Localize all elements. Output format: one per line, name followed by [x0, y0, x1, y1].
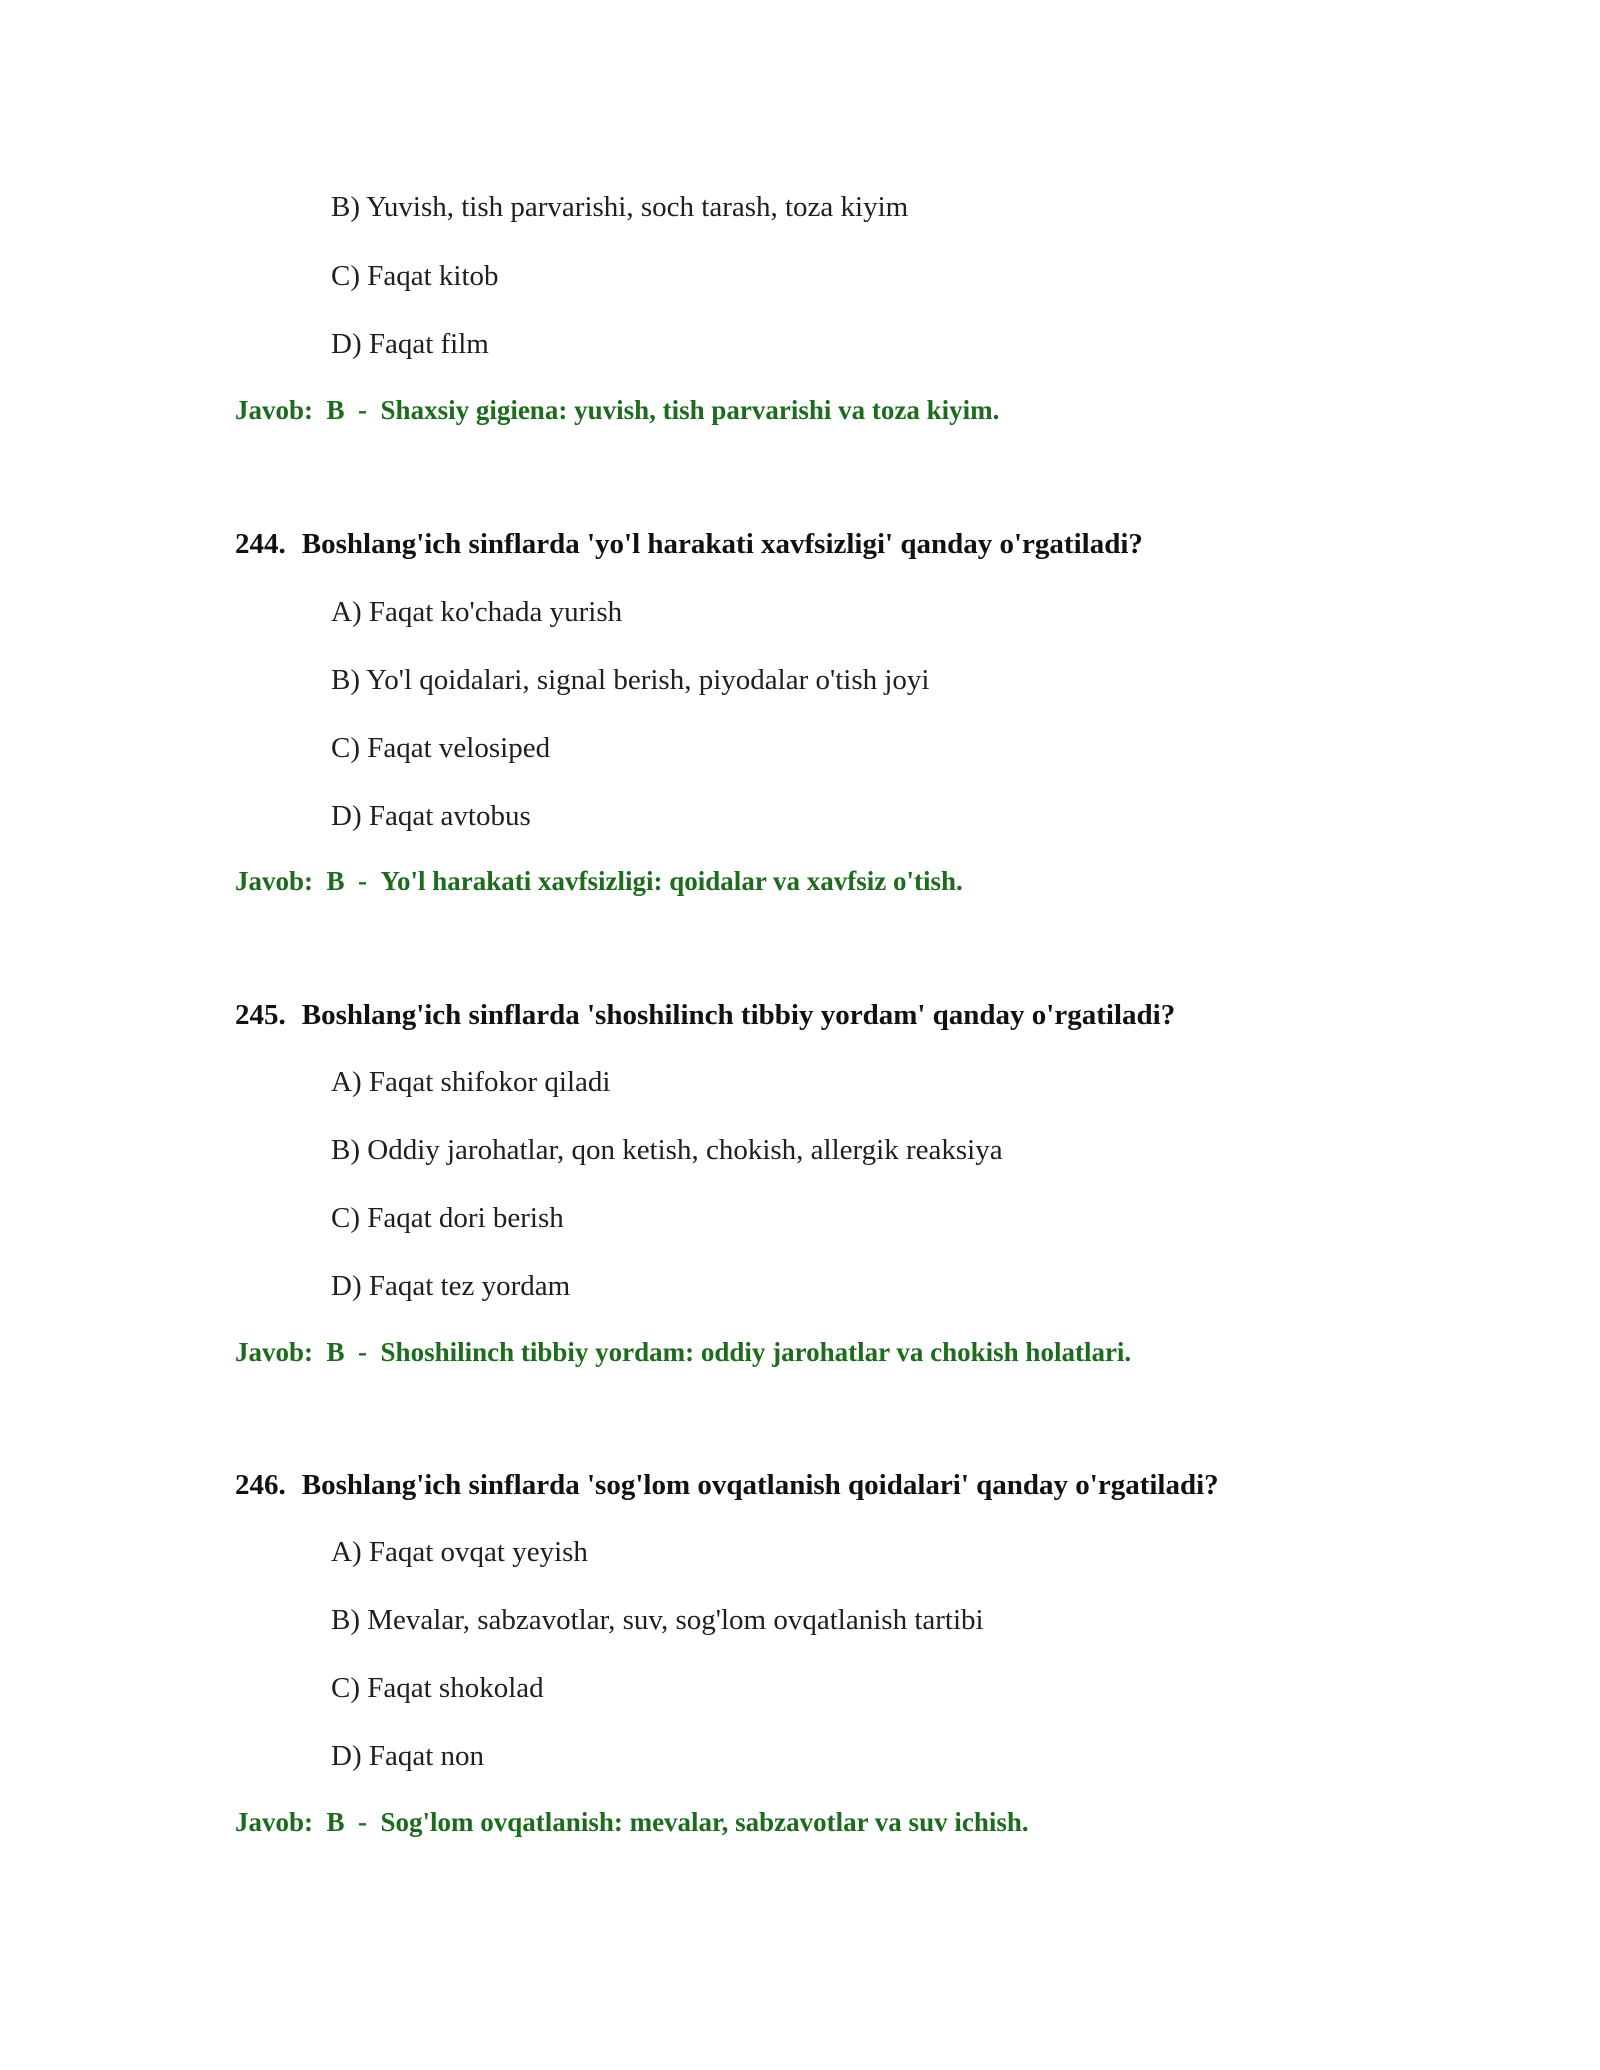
- question-title: [235, 530, 1143, 559]
- option-c: C) Faqat dori berish: [331, 1202, 564, 1234]
- answer-explanation: Shaxsiy gigiena: yuvish, tish parvarishi va toza kiyim.: [380, 395, 1000, 425]
- option-a: A) Faqat ovqat yeyish: [331, 1536, 588, 1568]
- answer-label: Javob:: [235, 1807, 314, 1837]
- answer-dash: -: [358, 395, 368, 425]
- question-number: 244.: [235, 528, 286, 560]
- answer-explanation: Sog'lom ovqatlanish: mevalar, sabzavotlar va suv ichish.: [380, 1807, 1029, 1837]
- answer-line: [235, 1339, 1131, 1366]
- answer-dash: -: [358, 1807, 368, 1837]
- answer-explanation: Shoshilinch tibbiy yordam: oddiy jarohatlar va chokish holatlari.: [380, 1337, 1132, 1367]
- answer-dash: -: [358, 1337, 368, 1367]
- question-title: [235, 1001, 1175, 1030]
- answer-label: Javob:: [235, 866, 314, 896]
- option-d: D) Faqat tez yordam: [331, 1270, 571, 1302]
- question-text: Boshlang'ich sinflarda 'sog'lom ovqatlanish qoidalari' qanday o'rgatiladi?: [301, 1469, 1219, 1501]
- answer-label: Javob:: [235, 395, 314, 425]
- option-a: A) Faqat ko'chada yurish: [331, 596, 623, 628]
- option-b: B) Oddiy jarohatlar, qon ketish, chokish, allergik reaksiya: [331, 1134, 1003, 1166]
- question-title: [235, 1471, 1219, 1500]
- answer-line: [235, 397, 999, 424]
- answer-explanation: Yo'l harakati xavfsizligi: qoidalar va xavfsiz o'tish.: [380, 866, 963, 896]
- question-number: 246.: [235, 1469, 286, 1501]
- answer-letter: B: [326, 395, 345, 425]
- answer-line: [235, 868, 963, 895]
- option-b: B) Yo'l qoidalari, signal berish, piyodalar o'tish joyi: [331, 664, 930, 696]
- option-c: C) Faqat kitob: [331, 260, 499, 292]
- question-text: Boshlang'ich sinflarda 'shoshilinch tibbiy yordam' qanday o'rgatiladi?: [301, 999, 1176, 1031]
- option-d: D) Faqat avtobus: [331, 800, 531, 832]
- answer-letter: B: [326, 866, 345, 896]
- answer-dash: -: [358, 866, 368, 896]
- answer-line: [235, 1809, 1029, 1836]
- option-d: D) Faqat film: [331, 328, 489, 360]
- option-b: B) Mevalar, sabzavotlar, suv, sog'lom ovqatlanish tartibi: [331, 1604, 984, 1636]
- question-number: 245.: [235, 999, 286, 1031]
- answer-label: Javob:: [235, 1337, 314, 1367]
- answer-letter: B: [326, 1807, 345, 1837]
- option-c: C) Faqat shokolad: [331, 1672, 544, 1704]
- answer-letter: B: [326, 1337, 345, 1367]
- option-d: D) Faqat non: [331, 1740, 485, 1772]
- option-c: C) Faqat velosiped: [331, 732, 551, 764]
- option-a: A) Faqat shifokor qiladi: [331, 1066, 611, 1098]
- option-b: B) Yuvish, tish parvarishi, soch tarash, toza kiyim: [331, 191, 909, 223]
- question-text: Boshlang'ich sinflarda 'yo'l harakati xavfsizligi' qanday o'rgatiladi?: [301, 528, 1143, 560]
